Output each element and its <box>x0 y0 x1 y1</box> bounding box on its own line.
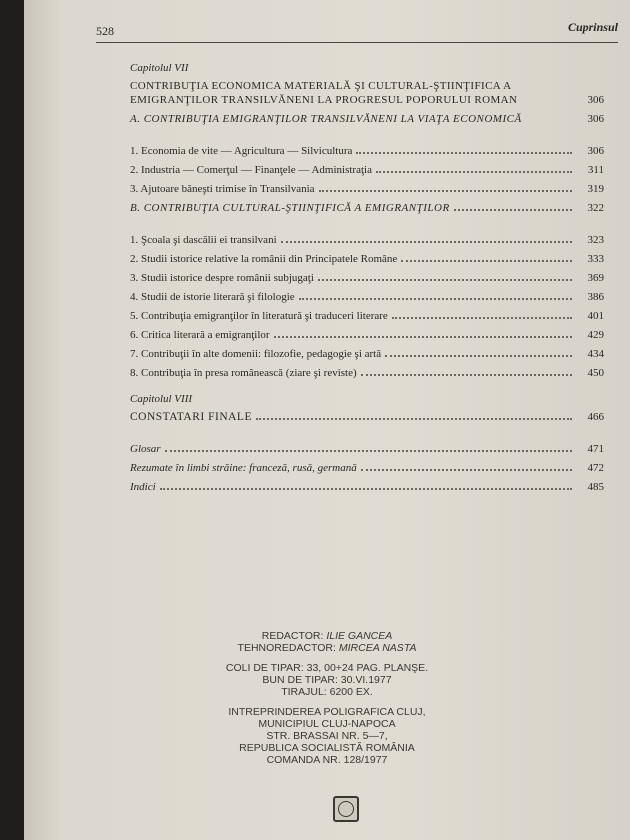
leader-dots <box>299 297 572 300</box>
printer-line: STR. BRASSAI NR. 5—7, <box>266 730 388 742</box>
table-of-contents <box>130 62 604 499</box>
toc-entry-page: 323 <box>587 234 604 246</box>
page-number: 528 <box>96 24 114 38</box>
toc-entry <box>130 233 604 247</box>
toc-entry-label: Indici <box>130 481 156 493</box>
printer-line: COMANDA NR. 128/1977 <box>266 754 388 766</box>
leader-dots <box>361 468 572 471</box>
leader-dots <box>361 373 572 376</box>
printer-line: INTREPRINDEREA POLIGRAFICA CLUJ, <box>228 706 426 718</box>
tehnoredactor-label: TEHNOREDACTOR: <box>237 642 336 654</box>
toc-entry-page: 472 <box>587 462 604 474</box>
toc-entry <box>130 271 604 285</box>
toc-entry-label: 6. Critica literară a emigranţilor <box>130 329 270 341</box>
toc-entry-indici <box>130 480 604 494</box>
colophon <box>24 630 630 774</box>
chapter-7-page: 306 <box>587 94 604 106</box>
toc-entry-label: 1. Şcoala şi dascălii ei transilvani <box>130 234 277 246</box>
toc-entry <box>130 366 604 380</box>
section-b-page: 322 <box>587 202 604 214</box>
toc-entry-label: 8. Contribuţia în presa românească (ziare şi reviste) <box>130 367 357 379</box>
leader-dots <box>165 449 572 452</box>
chapter-7-label: Capitolul VII <box>130 62 189 74</box>
chapter-8-label: Capitolul VIII <box>130 393 193 405</box>
toc-entry-label: 3. Ajutoare băneşti trimise în Transilvania <box>130 183 315 195</box>
leader-dots <box>385 354 572 357</box>
leader-dots <box>356 151 572 154</box>
toc-entry-page: 319 <box>587 183 604 195</box>
toc-entry-page: 429 <box>587 329 604 341</box>
tiraj-line: TIRAJUL: 6200 EX. <box>281 686 373 698</box>
leader-dots <box>454 208 572 211</box>
toc-entry-label: 2. Studii istorice relative la românii din Principatele Române <box>130 253 398 265</box>
chapter-8-page: 466 <box>587 411 604 423</box>
tehnoredactor-name: MIRCEA NASTA <box>338 642 417 654</box>
toc-entry <box>130 252 604 266</box>
toc-entry <box>130 347 604 361</box>
section-a-title: A. CONTRIBUŢIA EMIGRANŢILOR TRANSILVĂNENI LA VIAŢA ECONOMICĂ <box>130 113 522 125</box>
leader-dots <box>319 189 572 192</box>
toc-entry-page: 450 <box>587 367 604 379</box>
toc-entry-label: 7. Contribuţii în alte domenii: filozofie, pedagogie şi artă <box>130 348 382 360</box>
bun-de-tipar-line: BUN DE TIPAR: 30.VI.1977 <box>262 674 392 686</box>
printer-block <box>24 706 630 766</box>
toc-entry-glosar <box>130 442 604 456</box>
editors-block <box>24 630 630 654</box>
printer-line: REPUBLICA SOCIALISTĂ ROMÂNIA <box>239 742 415 754</box>
toc-entry-label: 2. Industria — Comerţul — Finanţele — Administraţia <box>130 164 372 176</box>
book-page <box>24 0 630 840</box>
toc-entry <box>130 290 604 304</box>
toc-entry-page: 306 <box>587 145 604 157</box>
toc-entry-page: 485 <box>587 481 604 493</box>
chapter-7-entry <box>130 79 604 107</box>
chapter-7-title: CONTRIBUŢIA ECONOMICA MATERIALĂ ŞI CULTURAL-ŞTIINŢIFICA A EMIGRANŢILOR TRANSILVĂNENI LA PROGRESUL POPORULUI ROMAN <box>130 80 518 106</box>
leader-dots <box>401 259 572 262</box>
section-a-page: 306 <box>587 113 604 125</box>
redactor-label: REDACTOR: <box>261 630 324 642</box>
toc-entry-label: 5. Contribuţia emigranţilor în literatură şi traduceri literare <box>130 310 388 322</box>
toc-entry-page: 386 <box>587 291 604 303</box>
leader-dots <box>274 335 572 338</box>
section-b-title: B. CONTRIBUŢIA CULTURAL-ŞTIINŢIFICĂ A EMIGRANŢILOR <box>130 202 450 214</box>
toc-entry <box>130 163 604 177</box>
toc-entry-label: 1. Economia de vite — Agricultura — Silvicultura <box>130 145 353 157</box>
leader-dots <box>256 417 572 420</box>
toc-entry-page: 434 <box>587 348 604 360</box>
running-title: Cuprinsul <box>567 20 618 34</box>
leader-dots <box>392 316 572 319</box>
leader-dots <box>281 240 572 243</box>
toc-entry <box>130 182 604 196</box>
toc-entry-page: 401 <box>587 310 604 322</box>
chapter-8-entry <box>130 410 604 424</box>
toc-entry-label: 3. Studii istorice despre românii subjugaţi <box>130 272 314 284</box>
toc-entry-rezumate <box>130 461 604 475</box>
section-a-entry <box>130 112 604 126</box>
toc-entry-page: 471 <box>587 443 604 455</box>
print-details <box>24 662 630 698</box>
toc-entry-page: 333 <box>587 253 604 265</box>
publisher-logo-icon <box>333 796 359 822</box>
leader-dots <box>160 487 572 490</box>
toc-entry <box>130 328 604 342</box>
coli-line: COLI DE TIPAR: 33, 00+24 PAG. PLANŞE. <box>225 662 429 674</box>
toc-entry-label: Rezumate în limbi străine: franceză, rusă, germană <box>130 462 357 474</box>
toc-entry-label: Glosar <box>130 443 161 455</box>
section-b-entry <box>130 201 604 215</box>
redactor-name: ILIE GANCEA <box>326 630 393 642</box>
toc-entry-page: 369 <box>587 272 604 284</box>
toc-entry-page: 311 <box>587 164 604 176</box>
leader-dots <box>376 170 572 173</box>
printer-line: MUNICIPIUL CLUJ-NAPOCA <box>258 718 396 730</box>
toc-entry-label: 4. Studii de istorie literară şi filologie <box>130 291 295 303</box>
toc-entry <box>130 309 604 323</box>
toc-entry <box>130 144 604 158</box>
leader-dots <box>318 278 572 281</box>
chapter-8-title: CONSTATARI FINALE <box>130 411 252 423</box>
page-header <box>96 18 618 43</box>
